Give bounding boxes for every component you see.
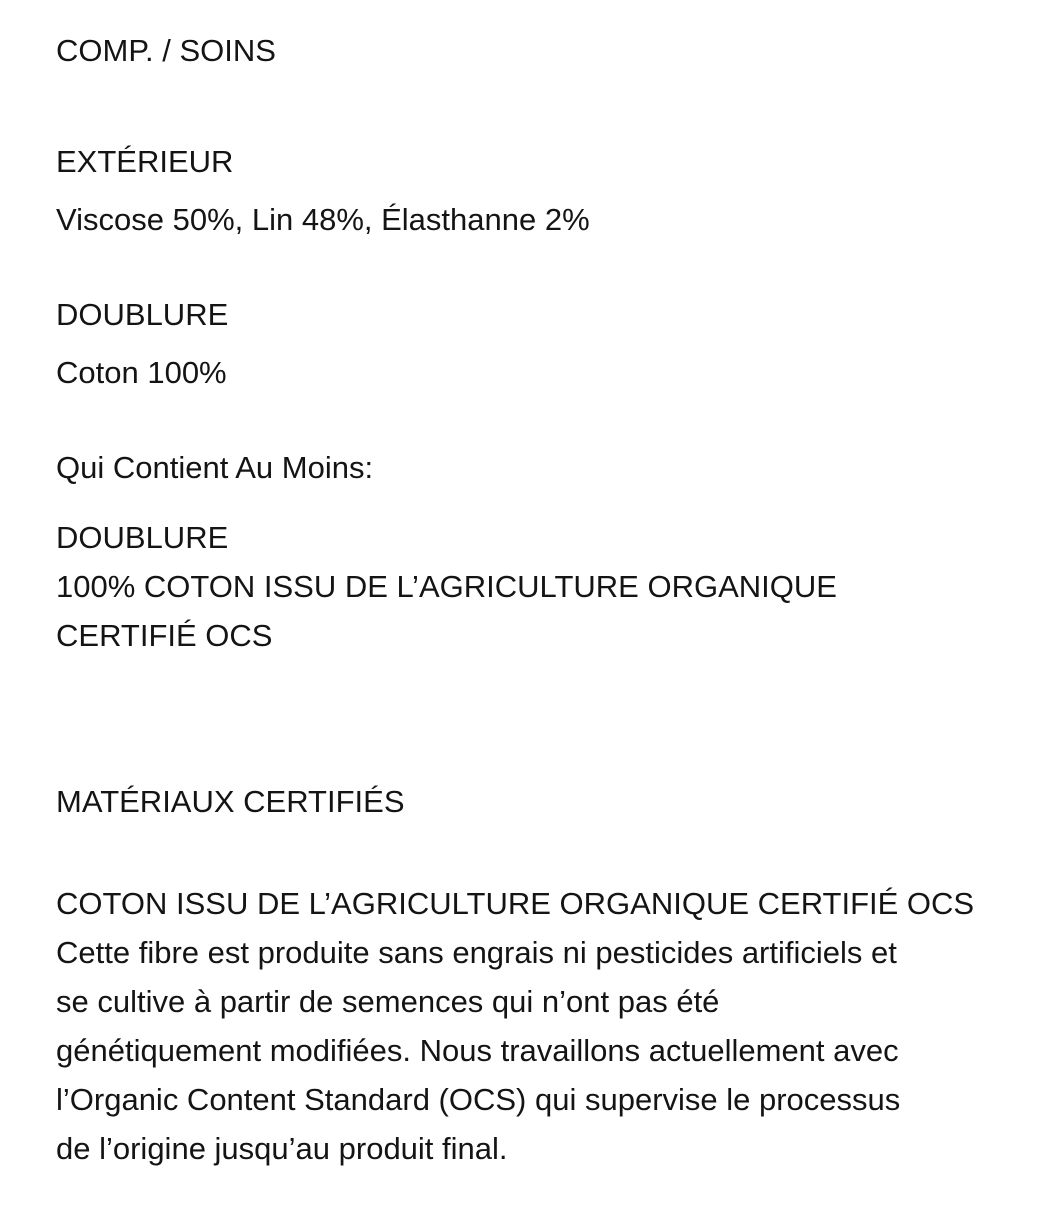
- description-line: l’Organic Content Standard (OCS) qui supervise le processus: [56, 1082, 901, 1117]
- description-line: Cette fibre est produite sans engrais ni pesticides artificiels et: [56, 935, 897, 970]
- lining-certified-heading: DOUBLURE: [56, 520, 229, 555]
- lining-certified-line: 100% COTON ISSU DE L’AGRICULTURE ORGANIQUE: [56, 569, 837, 604]
- lining-section: [56, 290, 1016, 397]
- description-line: de l’origine jusqu’au produit final.: [56, 1131, 508, 1166]
- lining-certified-section: [56, 513, 1016, 660]
- qualifier-text: Qui Contient Au Moins:: [56, 450, 374, 485]
- lining-certified-line: CERTIFIÉ OCS: [56, 618, 273, 653]
- description-line: se cultive à partir de semences qui n’ont pas été: [56, 984, 720, 1019]
- page-title: COMP. / SOINS: [56, 33, 276, 68]
- lining-heading: DOUBLURE: [56, 297, 229, 332]
- certified-materials-heading: MATÉRIAUX CERTIFIÉS: [56, 784, 405, 819]
- certified-materials-section: [56, 777, 1016, 1173]
- lining-composition: Coton 100%: [56, 355, 227, 390]
- exterior-composition: Viscose 50%, Lin 48%, Élasthanne 2%: [56, 202, 590, 237]
- lining-certified-text: [56, 562, 1016, 660]
- exterior-section: [56, 137, 1016, 244]
- description-line: génétiquement modifiées. Nous travaillons actuellement avec: [56, 1033, 899, 1068]
- exterior-heading: EXTÉRIEUR: [56, 144, 234, 179]
- certified-material-description: [56, 928, 996, 1173]
- certified-material-title: COTON ISSU DE L’AGRICULTURE ORGANIQUE CERTIFIÉ OCS: [56, 886, 975, 921]
- composition-care-panel: [56, 26, 1016, 1173]
